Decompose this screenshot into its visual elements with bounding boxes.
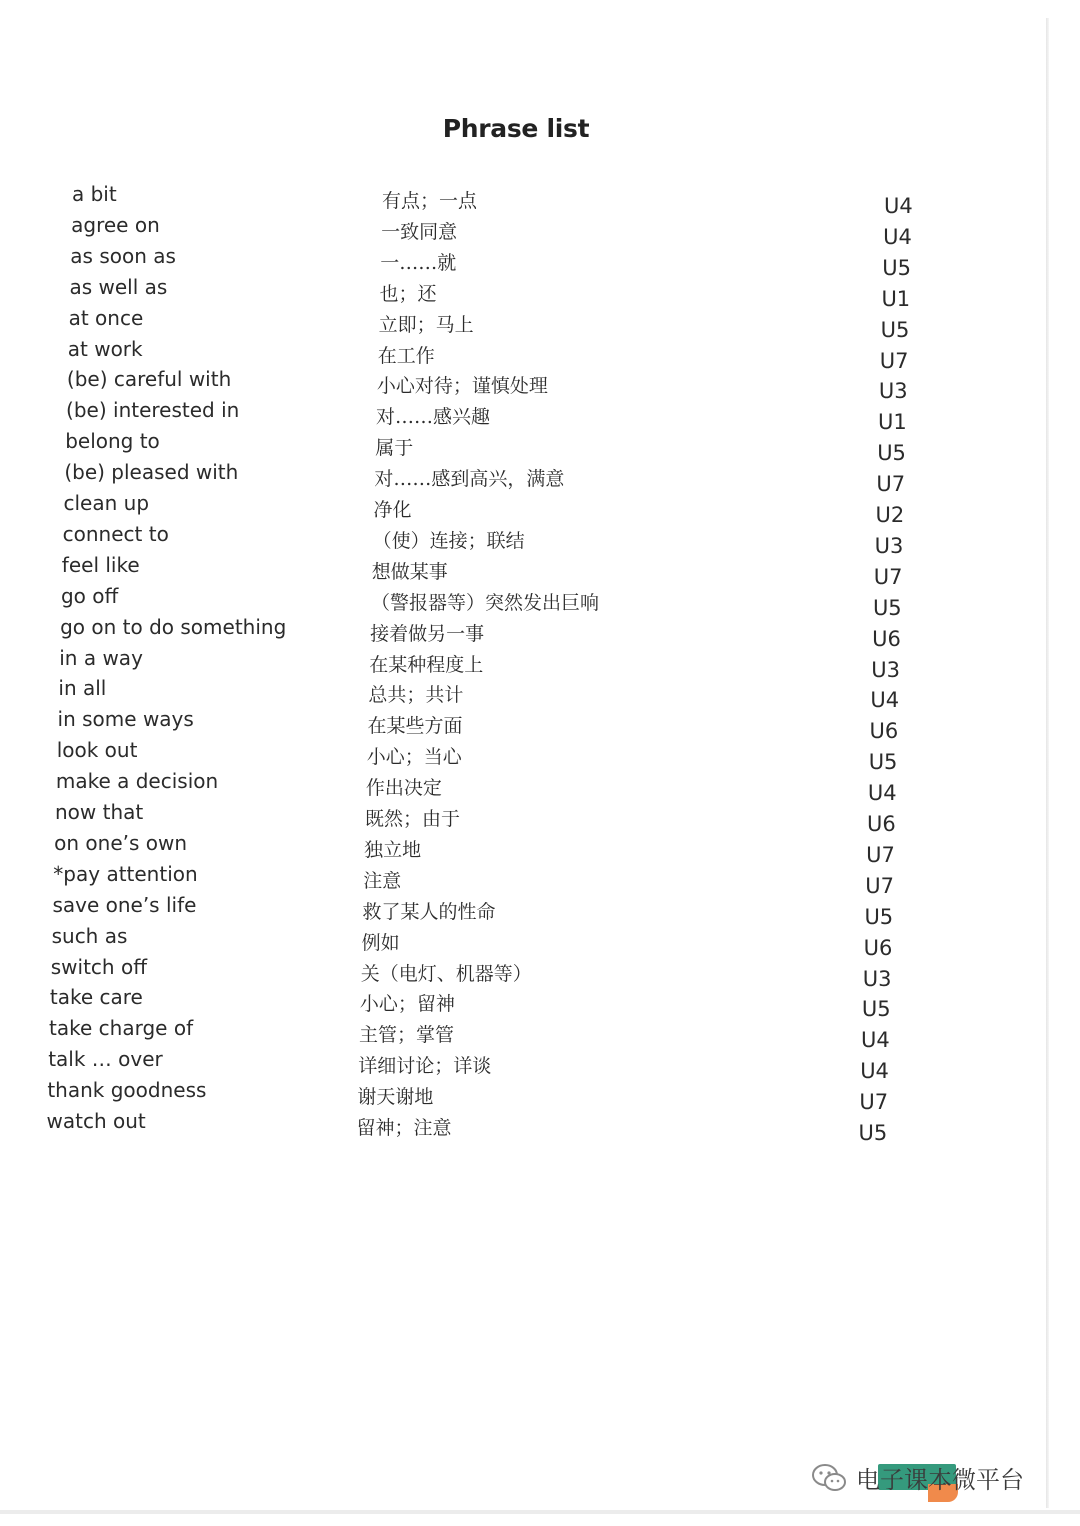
phrase-chinese: 有点；一点: [382, 190, 478, 212]
phrase-unit: U5: [868, 750, 898, 775]
phrase-english: save one’s life: [52, 892, 197, 917]
phrase-unit: U5: [877, 441, 906, 466]
phrase-english: *pay attention: [53, 861, 198, 886]
phrase-chinese: 作出决定: [365, 777, 442, 800]
phrase-chinese: 对……感兴趣: [376, 406, 491, 429]
phrase-unit: U4: [867, 781, 897, 806]
phrase-english: look out: [56, 738, 138, 763]
phrase-row: [0, 304, 1080, 342]
phrase-chinese: 关（电灯、机器等）: [360, 962, 532, 985]
phrase-row: [0, 983, 1080, 1022]
phrase-english: (be) interested in: [66, 398, 240, 423]
phrase-chinese: 小心；留神: [359, 993, 455, 1016]
phrase-unit: U4: [870, 688, 900, 713]
phrase-row: [0, 551, 1080, 589]
phrase-chinese: 注意: [363, 869, 402, 892]
phrase-chinese: 也；还: [379, 282, 437, 305]
phrase-row: [0, 1107, 1080, 1145]
phrase-row: [0, 1045, 1080, 1084]
phrase-row: [0, 427, 1080, 466]
phrase-unit: U5: [880, 317, 910, 342]
phrase-unit: U5: [861, 997, 891, 1022]
phrase-row: [0, 767, 1080, 806]
phrase-english: take charge of: [49, 1016, 194, 1041]
phrase-english: a bit: [72, 182, 117, 206]
phrase-unit: U4: [883, 224, 912, 249]
phrase-chinese: 在工作: [377, 344, 435, 367]
phrase-chinese: 想做某事: [371, 560, 448, 583]
phrase-unit: U1: [878, 410, 907, 435]
phrase-english: as soon as: [70, 243, 176, 268]
phrase-english: belong to: [65, 429, 160, 454]
phrase-english: watch out: [46, 1109, 146, 1133]
phrase-english: switch off: [50, 954, 147, 979]
phrase-unit: U5: [858, 1121, 888, 1145]
phrase-unit: U3: [871, 657, 900, 682]
phrase-row: [0, 582, 1080, 620]
phrase-row: [0, 1014, 1080, 1053]
phrase-unit: U6: [872, 626, 901, 651]
phrase-row: [0, 613, 1080, 651]
phrase-english: now that: [55, 800, 144, 824]
wechat-icon: [810, 1462, 850, 1494]
phrase-chinese: 详细讨论；详谈: [358, 1055, 492, 1078]
phrase-chinese: 独立地: [364, 838, 422, 861]
phrase-row: [0, 922, 1080, 960]
phrase-unit: U7: [865, 873, 895, 898]
phrase-chinese: 主管；掌管: [359, 1024, 455, 1047]
phrase-english: (be) pleased with: [64, 460, 239, 485]
phrase-row: [0, 891, 1080, 929]
phrase-unit: U4: [884, 194, 913, 218]
phrase-english: such as: [51, 923, 128, 948]
phrase-chinese: 一致同意: [381, 220, 458, 243]
phrase-row: [0, 860, 1080, 898]
phrase-english: clean up: [63, 491, 150, 515]
phrase-unit: U5: [872, 595, 902, 620]
phrase-english: take care: [49, 985, 143, 1010]
phrase-unit: U3: [878, 379, 908, 404]
phrase-row: [0, 365, 1080, 404]
phrase-unit: U5: [864, 904, 894, 929]
phrase-unit: U1: [881, 286, 911, 311]
phrase-chinese: 留神；注意: [356, 1117, 452, 1139]
phrase-english: at once: [68, 305, 144, 330]
phrase-chinese: 救了某人的性命: [362, 900, 496, 923]
phrase-row: [0, 242, 1080, 280]
phrase-row: [0, 736, 1080, 775]
phrase-english: in a way: [59, 645, 143, 670]
phrase-english: connect to: [62, 521, 169, 546]
phrase-chinese: （使）连接；联结: [372, 529, 525, 552]
phrase-unit: U3: [862, 966, 892, 991]
phrase-row: [0, 396, 1080, 435]
phrase-chinese: 小心对待；谨慎处理: [376, 375, 548, 398]
phrase-english: thank goodness: [47, 1078, 207, 1103]
watermark: [810, 1456, 1050, 1500]
phrase-unit: U5: [882, 255, 912, 280]
phrase-row: [0, 458, 1080, 497]
phrase-row: [0, 211, 1080, 249]
phrase-chinese: 属于: [375, 437, 414, 460]
phrase-unit: U3: [874, 533, 904, 558]
phrase-unit: U7: [879, 348, 909, 373]
phrase-row: [0, 829, 1080, 867]
phrase-chinese: 立即；马上: [378, 313, 474, 336]
phrase-row: [0, 489, 1080, 527]
phrase-english: go on to do something: [60, 614, 287, 639]
phrase-english: go off: [60, 583, 119, 608]
phrase-english: in all: [58, 676, 107, 701]
phrase-english: as well as: [69, 274, 168, 299]
phrase-unit: U4: [860, 1059, 889, 1084]
phrase-chinese: 谢天谢地: [357, 1086, 434, 1109]
phrase-chinese: 既然；由于: [365, 808, 461, 830]
phrase-unit: U7: [859, 1090, 889, 1115]
phrase-english: at work: [67, 336, 143, 361]
phrase-unit: U7: [866, 842, 895, 867]
phrase-row: [0, 674, 1080, 713]
phrase-chinese: 净化: [373, 499, 412, 521]
watermark-text: 电子课本微平台: [856, 1466, 1024, 1494]
phrase-english: in some ways: [57, 707, 194, 732]
phrase-chinese: 例如: [361, 931, 400, 954]
phrase-row: [0, 273, 1080, 311]
phrase-chinese: 对……感到高兴，满意: [374, 468, 565, 491]
phrase-chinese: 小心；当心: [366, 746, 462, 769]
phrase-row: [0, 520, 1080, 558]
phrase-unit: U2: [875, 503, 905, 527]
phrase-english: make a decision: [55, 769, 219, 794]
page-title: Phrase list: [442, 114, 590, 143]
phrase-unit: U6: [867, 812, 896, 836]
phrase-row: [0, 705, 1080, 744]
phrase-english: on one’s own: [54, 830, 188, 855]
phrase-row: [0, 798, 1080, 836]
phrase-row: [0, 180, 1080, 218]
phrase-chinese: 总共；共计: [368, 684, 464, 707]
phrase-english: feel like: [61, 552, 140, 577]
phrase-row: [0, 1076, 1080, 1115]
phrase-chinese: 在某种程度上: [369, 653, 484, 676]
phrase-unit: U6: [863, 935, 893, 960]
phrase-chinese: 在某些方面: [367, 715, 463, 738]
phrase-unit: U6: [869, 719, 899, 744]
phrase-row: [0, 953, 1080, 991]
phrase-chinese: （警报器等）突然发出巨响: [370, 591, 599, 614]
phrase-english: (be) careful with: [66, 367, 232, 392]
phrase-row: [0, 335, 1080, 373]
phrase-unit: U4: [861, 1028, 890, 1053]
phrase-unit: U7: [876, 472, 906, 497]
phrase-unit: U7: [873, 564, 903, 589]
phrase-chinese: 一……就: [380, 251, 457, 274]
phrase-english: agree on: [71, 212, 160, 237]
phrase-english: talk … over: [48, 1047, 163, 1072]
phrase-row: [0, 644, 1080, 682]
phrase-chinese: 接着做另一事: [370, 622, 485, 645]
